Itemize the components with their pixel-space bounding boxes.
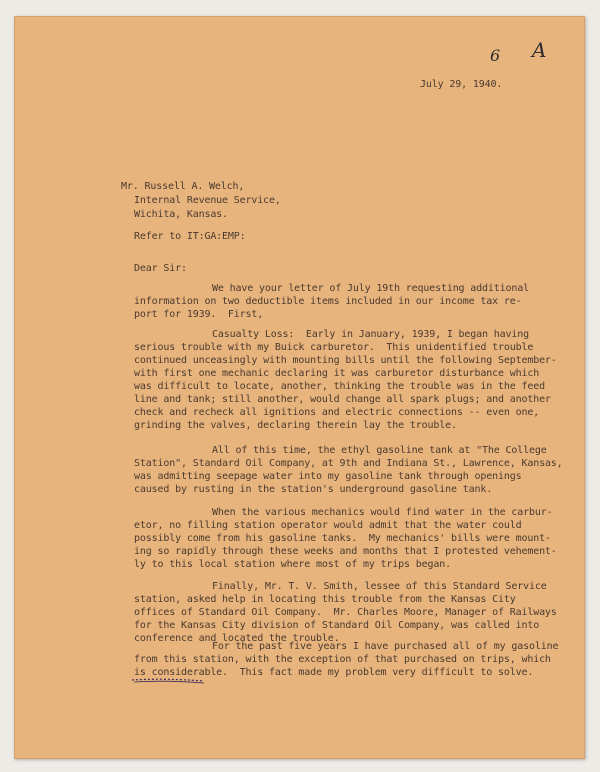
paragraph-line: port for 1939. First, [134, 309, 264, 320]
paragraph-line: We have your letter of July 19th requesting additional [212, 283, 530, 294]
pencil-mark-right: A [532, 38, 547, 62]
paragraph-line: For the past five years I have purchased all of my gasoline [212, 641, 559, 652]
paragraph-line: ing so rapidly through these weeks and months that I protested vehement- [134, 546, 557, 557]
paragraph-line: was difficult to locate, another, thinking the trouble was in the feed [134, 381, 545, 392]
paragraph-line: Casualty Loss: Early in January, 1939, I began having [212, 329, 530, 340]
paragraph-line: Finally, Mr. T. V. Smith, lessee of this Standard Service [212, 581, 547, 592]
paragraph-line: continued unceasingly with mounting bills until the following September- [134, 355, 557, 366]
letter-date: July 29, 1940. [420, 79, 503, 90]
paragraph-line: All of this time, the ethyl gasoline tank at "The College [212, 445, 547, 456]
paragraph-line: grinding the valves, declaring therein lay the trouble. [134, 420, 457, 431]
paragraph-line: caused by rusting in the station's underground gasoline tank. [134, 484, 493, 495]
paragraph-line: check and recheck all ignitions and electric connections -- even one, [134, 407, 540, 418]
paragraph-line: station, asked help in locating this trouble from the Kansas City [134, 594, 516, 605]
paragraph-line: information on two deductible items included in our income tax re- [134, 296, 522, 307]
paragraph-line: possibly come from his gasoline tanks. My mechanics' bills were mount- [134, 533, 551, 544]
paragraph-line: with first one mechanic declaring it was carburetor disturbance which [134, 368, 540, 379]
paragraph-line: etor, no filling station operator would admit that the water could [134, 520, 522, 531]
salutation: Dear Sir: [134, 263, 187, 274]
paragraph-line: conference and located the trouble. [134, 633, 340, 644]
paragraph-line: offices of Standard Oil Company. Mr. Charles Moore, Manager of Railways [134, 607, 557, 618]
pencil-mark-left: 6 [490, 46, 501, 65]
paragraph-line: Station", Standard Oil Company, at 9th and Indiana St., Lawrence, Kansas, [134, 458, 563, 469]
address-line: Mr. Russell A. Welch, [121, 181, 245, 192]
address-line: Wichita, Kansas. [134, 209, 228, 220]
paragraph-line: is considerable. This fact made my problem very difficult to solve. [134, 667, 534, 678]
reference-line: Refer to IT:GA:EMP: [134, 231, 246, 242]
address-line: Internal Revenue Service, [134, 195, 281, 206]
paragraph-line: from this station, with the exception of that purchased on trips, which [134, 654, 551, 665]
paragraph-line: was admitting seepage water into my gasoline tank through openings [134, 471, 522, 482]
paragraph-line: line and tank; still another, would change all spark plugs; and another [134, 394, 551, 405]
paragraph-line: ly to this local station where most of my trips began. [134, 559, 452, 570]
paragraph-line: serious trouble with my Buick carburetor. This unidentified trouble [134, 342, 534, 353]
paragraph-line: When the various mechanics would find water in the carbur- [212, 507, 553, 518]
letter-page [14, 16, 585, 759]
paragraph-line: for the Kansas City division of Standard Oil Company, was called into [134, 620, 540, 631]
